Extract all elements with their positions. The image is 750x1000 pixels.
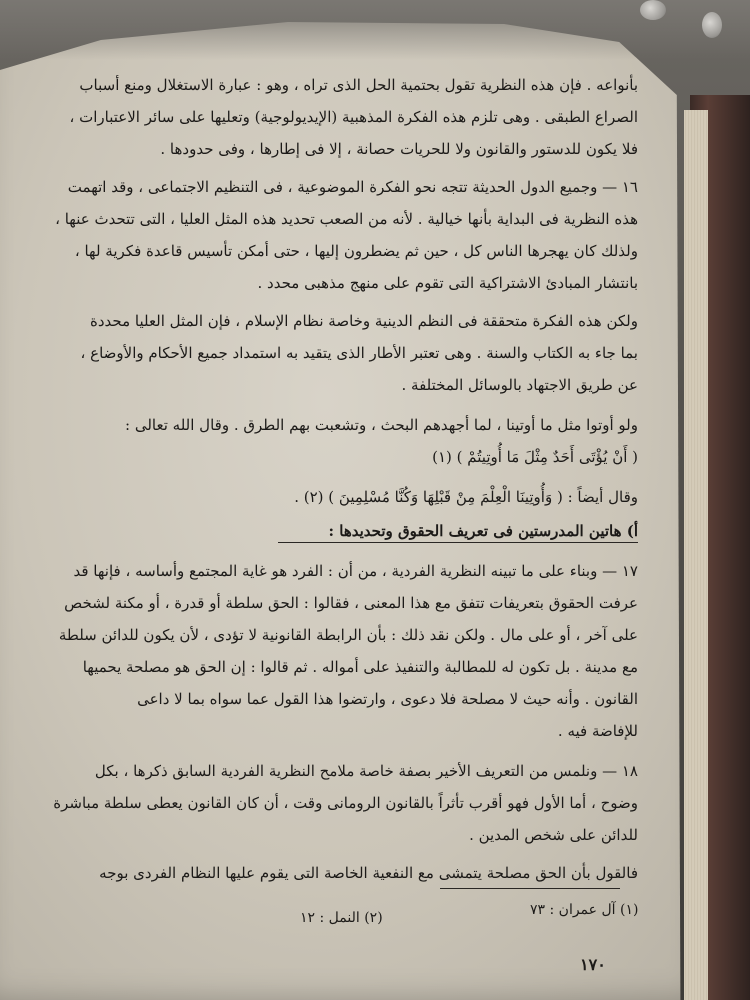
text-line: بانتشار المبادئ الاشتراكية التى تقوم على منهج مذهبى محدد .: [257, 274, 638, 292]
text-line: عرفت الحقوق بتعريفات تتفق مع هذا المعنى ، فقالوا : الحق سلطة أو قدرة ، أو مكنة لشخص: [64, 594, 638, 612]
heading-underline: [278, 542, 638, 543]
background-specks: [610, 0, 730, 50]
text-line: الصراع الطبقى . وهى تلزم هذه الفكرة المذهبية (الإيديولوجية) وتعليها على سائر الاعتبارات ،: [69, 108, 638, 126]
text-line: فالقول بأن الحق مصلحة يتمشى مع النفعية الخاصة التى يقوم عليها النظام الفردى بوجه: [99, 864, 638, 882]
quran-verse: ( أَنْ يُؤْتَى أَحَدٌ مِثْلَ مَا أُوتِيتُمْ ) (١): [432, 448, 638, 466]
text-line: على آخر ، أو على مال . ولكن نقد ذلك : بأن الرابطة القانونية لا تؤدى ، لأن يكون للدائن سلطة: [58, 626, 638, 644]
footnote-1: (١) آل عمران : ٧٣: [530, 902, 639, 918]
text-line: للإفاضة فيه .: [557, 722, 638, 740]
speck-2: [702, 12, 722, 38]
text-line: مع مدينة . بل تكون له للمطالبة والتنفيذ على أمواله . ثم قالوا : إن الحق هو مصلحة يحميها: [82, 658, 638, 676]
text-line: ١٦ — وجميع الدول الحديثة تتجه نحو الفكرة الموضوعية ، فى التنظيم الاجتماعى ، وقد اتهمت: [67, 178, 638, 196]
text-line: بما جاء به الكتاب والسنة . وهى تعتبر الأطار الذى يتقيد به استمداد جميع الأحكام والأوضاع ،: [80, 344, 638, 362]
speck-1: [640, 0, 666, 20]
text-line: عن طريق الاجتهاد بالوسائل المختلفة .: [401, 376, 638, 394]
text-line: هذه النظرية فى البداية بأنها خيالية . لأنه من الصعب تحديد هذه المثل العليا ، التى تتحدث عنها ،: [55, 210, 638, 228]
text-line: ولو أوتوا مثل ما أوتينا ، لما أجهدهم البحث ، وتشعبت بهم الطرق . وقال الله تعالى :: [125, 416, 638, 434]
text-line: وضوح ، أما الأول فهو أقرب تأثراً بالقانون الرومانى وقت ، أن كان القانون يعطى سلطة مباشرة: [53, 794, 638, 812]
footnote-2: (٢) النمل : ١٢: [300, 910, 383, 926]
text-line: فلا يكون للدستور والقانون ولا للحريات حصانة ، إلا فى إطارها ، وفى حدودها .: [160, 140, 638, 158]
text-line: ولذلك كان يهجرها الناس كل ، حين ثم يضطرون إليها ، حتى أمكن تأسيس قاعدة فكرية لها ،: [74, 242, 638, 260]
text-line: ولكن هذه الفكرة متحققة فى النظم الدينية وخاصة نظام الإسلام ، فإن المثل العليا محددة: [89, 312, 638, 330]
page-stack-edge: [684, 110, 708, 1000]
text-line: ١٨ — ونلمس من التعريف الأخير بصفة خاصة ملامح النظرية الفردية السابق ذكرها ، بكل: [94, 762, 638, 780]
text-line: ١٧ — وبناء على ما تبينه النظرية الفردية ، من أن : الفرد هو غاية المجتمع وأساسه ، فإنها قد: [73, 562, 638, 580]
text-line: للدائن على شخص المدين .: [469, 826, 638, 844]
text-line: القانون . وأنه حيث لا مصلحة فلا دعوى ، وارتضوا هذا القول عما سواه بما لا داعى: [137, 690, 638, 708]
text-line: بأنواعه . فإن هذه النظرية تقول بحتمية الحل الذى تراه ، وهو : عبارة الاستغلال ومنع أسباب: [79, 76, 638, 94]
footnote-separator: [440, 888, 620, 889]
quran-verse: وقال أيضاً : ( وَأُوتِينَا الْعِلْمَ مِنْ قَبْلِهَا وَكُنَّا مُسْلِمِينَ ) (٢) .: [294, 488, 638, 506]
section-heading: أ) هاتين المدرستين فى تعريف الحقوق وتحديدها :: [328, 522, 638, 540]
page-number: ١٧٠: [580, 955, 606, 974]
